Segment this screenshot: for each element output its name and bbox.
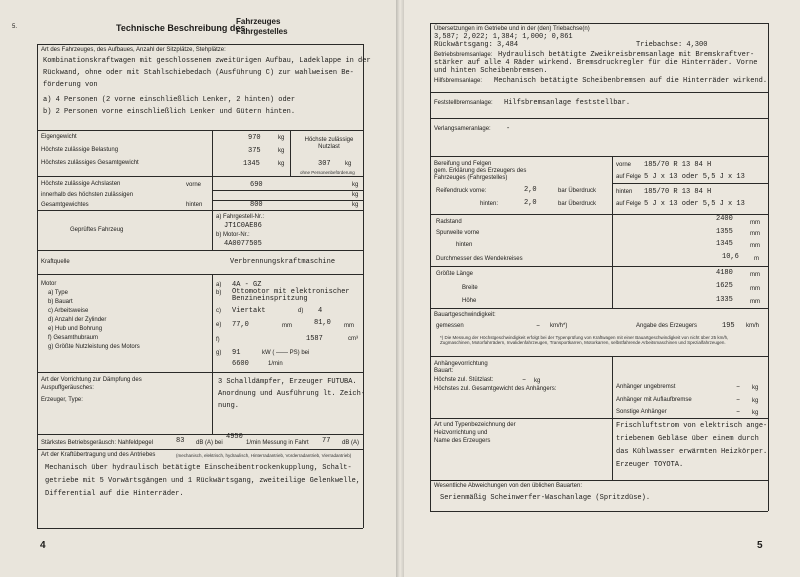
drive-axle-ratio: Triebachse: 4,300: [636, 41, 708, 49]
drivetrain-line-1: Mechanisch über hydraulisch betätigte Einscheibentrockenkupplung, Schalt-: [45, 464, 352, 472]
unit-kg: kg: [752, 410, 759, 416]
heater-line-1: Frischluftstrom von elektrisch ange-: [616, 422, 768, 430]
rule: [430, 266, 768, 267]
rule: [612, 418, 613, 480]
noise-db-unit: dB (A) bei: [196, 440, 223, 446]
rule: [430, 92, 768, 93]
rule: [612, 214, 613, 308]
chassis-nr-value: JT1C0AE86: [224, 222, 262, 230]
power-source-value: Verbrennungskraftmaschine: [230, 258, 336, 266]
gross-weight-value: 1345: [243, 160, 260, 168]
vehicle-type-label: Art des Fahrzeuges, des Aufbaues, Anzahl der Sitzplätze, Stehplätze:: [41, 47, 226, 53]
turning-circle-label: Durchmesser des Wendekreises: [436, 256, 523, 262]
engine-item-type: a) Type: [48, 290, 68, 296]
unit-kg: kg: [352, 182, 359, 188]
track-rear-label: hinten: [456, 242, 473, 248]
engine-design-value-2: Benzineinspritzung: [232, 295, 308, 303]
rule: [430, 356, 768, 357]
engine-bore-value: 81,0: [314, 319, 331, 327]
empty-weight-label: Eigengewicht: [41, 134, 77, 140]
aux-brake-label: Hilfsbremsanlage:: [434, 78, 483, 84]
heater-label-3: Name des Erzeugers: [434, 438, 491, 444]
unit-m: m: [754, 256, 759, 262]
unit-mm: mm: [750, 220, 760, 226]
chassis-nr-label: a) Fahrgestell-Nr.:: [216, 214, 265, 220]
tyre-pressure-front: 2,0: [524, 186, 537, 194]
width-label: Breite: [462, 285, 478, 291]
engine-nr-label: b) Motor-Nr.:: [216, 232, 250, 238]
unit-kg: kg: [278, 148, 285, 154]
engine-item-displacement: f) Gesamthubraum: [48, 335, 99, 341]
unit-kg: kg: [352, 202, 359, 208]
frame-top: [37, 44, 363, 45]
vehicle-type-line-1: Kombinationskraftwagen mit geschlossenem zweitürigen Aufbau, Ladeklappe in der: [43, 57, 371, 65]
hitch-type-label: Bauart:: [434, 368, 454, 374]
rule: [212, 372, 213, 434]
book-fold: [396, 0, 404, 577]
unit-kg: kg: [278, 161, 285, 167]
retarder-label: Verlangsameranlage:: [434, 126, 491, 132]
rear-label: hinten: [186, 202, 203, 208]
engine-item-cycle: c) Arbeitsweise: [48, 308, 89, 314]
drivetrain-note: (mechanisch, elektrisch, hydraulisch, Hinterradantrieb, Vorderradantrieb, Vierradantrieb): [176, 453, 352, 458]
silencer-line-3: nung.: [218, 402, 240, 410]
vehicle-type-option-b: b) 2 Personen vorne einschließlich Lenker und Gütern hinten.: [43, 108, 296, 116]
heater-line-3: das Kühlwasser erwärmten Heizkörper.: [616, 448, 768, 456]
unit-mm: mm: [750, 231, 760, 237]
unit-kg: kg: [534, 378, 541, 384]
payload-label: Höchste zulässige Nutzlast: [304, 137, 354, 150]
rim-rear: 5 J x 13 oder 5,5 J x 13: [644, 200, 745, 208]
unit-cm3: cm³: [348, 336, 358, 342]
rule: [37, 434, 363, 435]
hitch-label: Anhängevorrichtung: [434, 361, 488, 367]
rule: [612, 156, 613, 214]
heater-line-2: triebenem Gebläse über einem durch: [616, 435, 759, 443]
rule: [612, 356, 613, 418]
rule: [430, 23, 768, 24]
unit-kg: kg: [752, 398, 759, 404]
unit-kg: kg: [752, 385, 759, 391]
payload-value: 307: [318, 160, 331, 168]
manufacturer-speed: 195: [722, 322, 735, 330]
noise-db-value: 83: [176, 437, 185, 445]
height-value: 1335: [716, 296, 733, 304]
gross-weight-label: Höchstes zulässiges Gesamtgewicht: [41, 160, 139, 166]
silencer-label-2: Auspuffgeräusches:: [41, 385, 94, 391]
engine-power-rpm: 6600: [232, 360, 249, 368]
reverse-gear: Rückwärtsgang: 3,484: [434, 41, 519, 49]
unit-mm: mm: [750, 243, 760, 249]
track-rear-value: 1345: [716, 240, 733, 248]
unit-bar: bar Überdruck: [558, 188, 597, 194]
width-value: 1625: [716, 282, 733, 290]
noise-rpm-value: 4950: [226, 433, 243, 441]
rule: [212, 200, 363, 201]
vehicle-type-line-2: Rückwand, ohne oder mit Stahlschiebedach (Ausführung C) zur wahlweisen Be-: [43, 69, 354, 77]
engine-power-kw: 91: [232, 349, 241, 357]
rule: [212, 274, 213, 372]
parking-brake-label: Feststellbremsanlage:: [434, 100, 493, 106]
engine-label: Motor: [41, 281, 57, 287]
turning-circle-value: 10,6: [722, 253, 739, 261]
tested-vehicle-label: Geprüftes Fahrzeug: [70, 227, 124, 233]
unit-kmh: km/h*): [550, 323, 568, 329]
form-title-chassis: Fahrgestelles: [236, 27, 288, 36]
rule: [430, 418, 768, 419]
rule: [430, 118, 768, 119]
engine-stroke-value: 77,0: [232, 321, 249, 329]
rear-label: hinten: [616, 189, 633, 195]
page-number-right: 5: [757, 540, 763, 551]
retarder-value: -: [506, 125, 511, 133]
drivetrain-line-2: getriebe mit 5 Vorwärtsgängen und 1 Rückwärtsgang, zweiteilige Gelenkwelle,: [45, 477, 361, 485]
frame-right: [363, 44, 364, 528]
noise-unit: dB (A): [342, 440, 360, 446]
engine-item-cylinders: d) Anzahl der Zylinder: [48, 317, 107, 323]
unit-kg: kg: [278, 135, 285, 141]
unit-mm: mm: [750, 286, 760, 292]
noise-label: Stärkstes Betriebsgeräusch: Nahfeldpegel: [41, 440, 154, 446]
heater-label-1: Art und Typenbezeichnung der: [434, 422, 516, 428]
design-speed-label: Bauartgeschwindigkeit:: [434, 312, 496, 318]
height-label: Höhe: [462, 298, 477, 304]
engine-cylinders-value: 4: [318, 307, 323, 315]
tyre-pressure-rear: 2,0: [524, 199, 537, 207]
frame-left: [37, 44, 38, 528]
trailer-weight-label: Höchstes zul. Gesamtgewicht des Anhängers:: [434, 386, 557, 392]
unit-bar: bar Überdruck: [558, 201, 597, 207]
rule: [430, 156, 768, 157]
service-brake-label: Betriebsbremsanlage:: [434, 52, 493, 58]
engine-type-value: 4A - GZ: [232, 281, 262, 289]
rule: [37, 274, 363, 275]
empty-weight-value: 970: [248, 134, 261, 142]
silencer-line-1: 3 Schalldämpfer, Erzeuger FUTUBA.: [218, 378, 357, 386]
drive-noise-value: 77: [322, 437, 331, 445]
page-mark: 5.: [12, 24, 18, 30]
wheelbase-label: Radstand: [436, 219, 462, 225]
power-source-label: Kraftquelle: [41, 259, 70, 265]
drivetrain-label: Art der Kraftübertragung und des Antriebes: [41, 452, 156, 458]
trailer-braked-value: –: [736, 396, 741, 404]
deviations-label: Wesentliche Abweichungen von den üblichen Bauarten:: [434, 483, 582, 489]
gear-ratios-label: Übersetzungen im Getriebe und in der (den) Triebachse(n): [434, 26, 590, 32]
front-label: vorne: [186, 182, 202, 188]
tyres-label-3: Fahrzeuges (Fahrgestelles): [434, 175, 508, 181]
form-title: Technische Beschreibung des: [116, 23, 246, 33]
axle-load-label-1: Höchste zulässige Achslasten: [41, 181, 121, 187]
unit-mm: mm: [344, 323, 354, 329]
rule: [37, 130, 363, 131]
right-page: [400, 0, 800, 577]
rim-label: auf Felge: [616, 201, 642, 207]
wheelbase-value: 2400: [716, 215, 733, 223]
drivetrain-line-3: Differential auf die Hinterräder.: [45, 490, 184, 498]
unit-mm: mm: [282, 323, 292, 329]
max-load-value: 375: [248, 147, 261, 155]
rule: [430, 480, 768, 481]
vehicle-type-line-3: förderung von: [43, 81, 98, 89]
rear-pressure-label: hinten:: [480, 201, 499, 207]
rule: [430, 308, 768, 309]
heater-line-4: Erzeuger TOYOTA.: [616, 461, 684, 469]
front-label: vorne: [616, 162, 632, 168]
rim-label: auf Felge: [616, 174, 642, 180]
engine-item-design: b) Bauart: [48, 299, 73, 305]
manufacturer-speed-label: Angabe des Erzeugers: [636, 323, 698, 329]
deviations-value: Serienmäßig Scheinwerfer-Waschanlage (Spritzdüse).: [440, 494, 651, 502]
axle-load-label-3: Gesamtgewichtes: [41, 202, 89, 208]
engine-item-power: g) Größte Nutzleistung des Motors: [48, 344, 140, 350]
rule: [430, 23, 431, 511]
tyre-pressure-label: Reifendruck vorne:: [436, 188, 487, 194]
left-page: 5. Technische Beschreibung des Fahrzeuges Fahrgestelles Art des Fahrzeuges, des Aufbaues, Anzahl der Sitzplätze, Stehplätze: Kombinationskraftwagen mit geschlossenem zweitürigen Aufbau, Ladeklappe in der Rückwand, ohne oder mit Stahlschiebedach (Ausführung C) zur wahlweisen Be- förderung von a) 4 Personen (2 vorne einschließlich Lenker, 2 hinten) oder b) 2 Personen vorne einschließlich Lenker und Gütern hinten. Eigengewicht 970 kg Höchste zulässige Belastung 375 kg Höchstes zulässiges Gesamtgewicht 1345 kg Höchste zulässige Nutzlast 307 kg ohne Personenbeförderung Höchste zulässige Achslasten innerhalb des höchsten zulässigen Gesamtgewichtes vorne hinten 690 800 kg kg kg Geprüftes Fahrzeug a) Fahrgestell-Nr.: JT1C0AE86 b) Motor-Nr.: 4A0077505 Kraftquelle Verbrennungskraftmaschine Motor a) Type b) Bauart c) Arbeitsweise d) Anzahl der Zylinder e) Hub und Bohrung f) Gesamthubraum g) Größte Nutzleistung des Motors a) 4A - GZ b) Ottomotor mit elektronischer Benzineinspritzung c) Viertakt d) 4 e) 77,0 mm 81,0 mm f) 1587 cm³ g) 91 kW ( —— PS) bei 6600 1/min Art der Vorrichtung zur Dämpfung des Auspuffgeräusches: Erzeuger, Type: 3 Schalldämpfer, Erzeuger FUTUBA. Anordnung und Ausführung lt. Zeich- nung. Stärkstes Betriebsgeräusch: Nahfeldpegel 83 dB (A) bei 4950 1/min Messung in Fahrt 77 dB (A) Art der Kraftübertragung und des Antriebes (mechanisch, elektrisch, hydraulisch, Hinterradantrieb, Vorderradantrieb, Vierradantrieb) Mechanisch über hydraulisch betätigte Einscheibentrockenkupplung, Schalt- getriebe mit 5 Vorwärtsgängen und 1 Rückwärtsgang, zweiteilige Gelenkwelle, Differential auf die Hinterräder. 4: [0, 0, 400, 577]
rim-front: 5 J x 13 oder 5,5 J x 13: [644, 173, 745, 181]
trailer-unbraked-label: Anhänger ungebremst: [616, 384, 676, 390]
rule: [212, 190, 363, 191]
rule: [290, 130, 291, 176]
payload-note: ohne Personenbeförderung: [300, 170, 355, 175]
service-brake-line-3: und hinten Scheibenbremsen.: [434, 67, 548, 75]
tyre-size-front: 185/70 R 13 84 H: [644, 161, 712, 169]
vehicle-type-option-a: a) 4 Personen (2 vorne einschließlich Lenker, 2 hinten) oder: [43, 96, 296, 104]
trailer-unbraked-value: –: [736, 383, 741, 391]
silencer-label-1: Art der Vorrichtung zur Dämpfung des: [41, 377, 142, 383]
unit-kmh: km/h: [746, 323, 760, 329]
track-front-value: 1355: [716, 228, 733, 236]
engine-cycle-value: Viertakt: [232, 307, 266, 315]
other-trailer-label: Sonstige Anhänger: [616, 409, 667, 415]
page-number-left: 4: [40, 540, 46, 551]
track-front-label: Spurweite vorne: [436, 230, 480, 236]
axle-load-rear: 800: [250, 201, 263, 209]
tyres-label-2: gem. Erklärung des Erzeugers des: [434, 168, 527, 174]
axle-load-label-2: innerhalb des höchsten zulässigen: [41, 192, 134, 198]
measured-label: gemessen: [436, 323, 464, 329]
rule: [37, 210, 363, 211]
engine-nr-value: 4A0077505: [224, 240, 262, 248]
length-label: Größte Länge: [436, 271, 474, 277]
engine-design-value-1: Ottomotor mit elektronischer: [232, 288, 350, 296]
trailer-braked-label: Anhänger mit Auflaufbremse: [616, 397, 692, 403]
axle-load-front: 690: [250, 181, 263, 189]
max-load-label: Höchste zulässige Belastung: [41, 147, 119, 153]
tyres-label-1: Bereifung und Felgen: [434, 161, 492, 167]
engine-power-unit: kW ( —— PS) bei: [262, 350, 310, 356]
noise-measurement-label: 1/min Messung in Fahrt: [246, 440, 309, 446]
service-brake-line-2: stärker auf alle 4 Räder wirkend. Bremsdruckregler für die Hinterräder. Vorne: [434, 59, 758, 67]
engine-displacement-value: 1587: [306, 335, 323, 343]
form-title-vehicle: Fahrzeuges: [236, 17, 281, 26]
service-brake-line-1: Hydraulisch betätigte Zweikreisbremsanlage mit Bremskraftver-: [498, 51, 755, 59]
tyre-size-rear: 185/70 R 13 84 H: [644, 188, 712, 196]
parking-brake-value: Hilfsbremsanlage feststellbar.: [504, 99, 631, 107]
support-load-value: –: [522, 376, 527, 384]
unit-mm: mm: [750, 272, 760, 278]
unit-kg: kg: [352, 192, 359, 198]
heater-label-2: Heizvorrichtung und: [434, 430, 488, 436]
rule: [37, 250, 363, 251]
speed-footnote: *) Die Messung der Höchstgeschwindigkeit erfolgt bei der Typenprüfung von Kraftwagen mit einer Bauartgeschwindigkeit von nicht über 25 km/h, Zugmaschinen, Motorfahrrädern, Invalidenfahrzeugen, Transportkarren, Motorkarren, selbstfahrende Arbeitsmaschinen und Spezialfahrzeugen.: [440, 335, 729, 345]
other-trailer-value: –: [736, 408, 741, 416]
silencer-line-2: Anordnung und Ausführung lt. Zeich-: [218, 390, 366, 398]
engine-item-stroke-bore: e) Hub und Bohrung: [48, 326, 103, 332]
rule: [768, 23, 769, 511]
gear-ratios-values: 3,587; 2,022; 1,384; 1,000; 0,861: [434, 33, 573, 41]
unit-rpm: 1/min: [268, 361, 283, 367]
unit-kg: kg: [345, 161, 352, 167]
unit-mm: mm: [750, 299, 760, 305]
rule: [612, 183, 768, 184]
frame-bottom: [37, 528, 363, 529]
aux-brake-value: Mechanisch betätigte Scheibenbremsen auf die Hinterräder wirkend.: [494, 77, 768, 85]
support-load-label: Höchste zul. Stützlast:: [434, 377, 494, 383]
measured-speed: –: [536, 322, 541, 330]
manufacturer-type-label: Erzeuger, Type:: [41, 397, 83, 403]
rule: [430, 511, 768, 512]
rule: [37, 372, 363, 373]
length-value: 4180: [716, 269, 733, 277]
rule: [37, 449, 363, 450]
rule: [37, 176, 363, 177]
